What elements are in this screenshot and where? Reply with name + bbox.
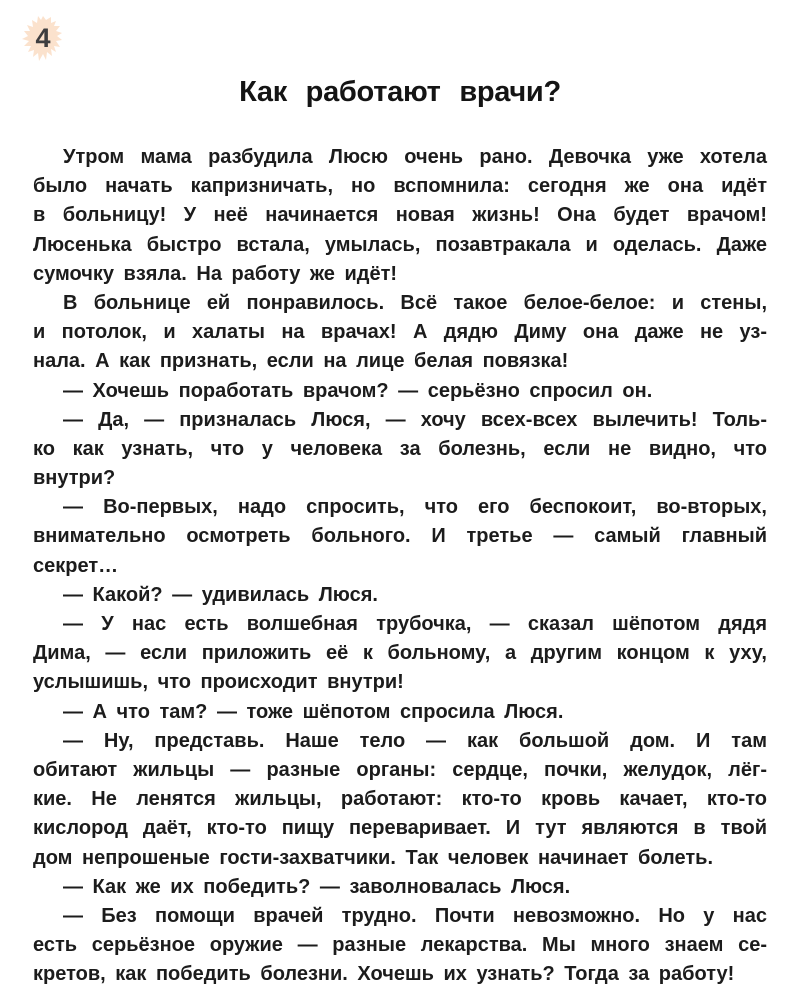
- story-line: сумочку взяла. На работу же идёт!: [33, 262, 398, 285]
- story-paragraph: [33, 698, 767, 727]
- story-line: — Да, — призналась Люся, — хочу всех-всех вылечить! Толь-: [63, 408, 767, 431]
- story-line: Дима, — если приложить её к больному, а другим концом к уху,: [33, 642, 767, 665]
- page-number: 4: [35, 22, 51, 53]
- story-line: — Хочешь поработать врачом? — серьёзно спросил он.: [63, 379, 653, 402]
- story-paragraph: [33, 873, 767, 902]
- story-line: В больнице ей понравилось. Всё такое белое-белое: и стены,: [63, 291, 767, 314]
- story-line: кислород даёт, кто-то пищу переваривает. И тут являются в твой: [33, 817, 767, 840]
- story-line: услышишь, что происходит внутри!: [33, 671, 404, 694]
- story-line: — Какой? — удивилась Люся.: [63, 583, 378, 606]
- story-line: было начать капризничать, но вспомнила: сегодня же она идёт: [33, 175, 767, 198]
- story-paragraph: [33, 143, 767, 289]
- story-paragraph: [33, 902, 767, 990]
- story-line: — Без помощи врачей трудно. Почти невозможно. Но у нас: [63, 904, 767, 927]
- page-title: Как работают врачи?: [239, 76, 561, 108]
- story-paragraph: [33, 289, 767, 377]
- story-line: есть серьёзное оружие — разные лекарства. Мы много знаем се-: [33, 934, 767, 957]
- story-paragraph: [33, 610, 767, 698]
- story-line: в больницу! У неё начинается новая жизнь! Она будет врачом!: [33, 204, 767, 227]
- story-paragraph: [33, 581, 767, 610]
- story-line: — Ну, представь. Наше тело — как большой дом. И там: [63, 729, 767, 752]
- story-paragraph: [33, 377, 767, 406]
- story-line: — У нас есть волшебная трубочка, — сказал шёпотом дядя: [63, 613, 767, 635]
- story-paragraph: [33, 727, 767, 873]
- story-line: — Как же их победить? — заволновалась Люся.: [63, 875, 571, 898]
- story-line: обитают жильцы — разные органы: сердце, почки, желудок, лёг-: [33, 758, 767, 781]
- story-line: внутри?: [33, 467, 116, 490]
- story-line: нала. А как признать, если на лице белая повязка!: [33, 350, 569, 373]
- story-line: Утром мама разбудила Люсю очень рано. Девочка уже хотела: [63, 146, 767, 168]
- story-line: — Во-первых, надо спросить, что его беспокоит, во-вторых,: [63, 496, 767, 519]
- story-line: — А что там? — тоже шёпотом спросила Люся.: [63, 700, 564, 723]
- story-paragraph: [33, 493, 767, 581]
- story-line: внимательно осмотреть больного. И третье — самый главный: [33, 525, 767, 548]
- story-line: ко как узнать, что у человека за болезнь, если не видно, что: [33, 437, 767, 460]
- story-line: дом непрошеные гости-захватчики. Так человек начинает болеть.: [33, 846, 714, 869]
- story-body: [33, 143, 767, 989]
- story-line: и потолок, и халаты на врачах! А дядю Диму она даже не уз-: [33, 321, 767, 344]
- story-line: секрет…: [33, 554, 119, 577]
- story-paragraph: [33, 406, 767, 494]
- story-line: Люсенька быстро встала, умылась, позавтракала и оделась. Даже: [33, 233, 767, 256]
- page-number-badge: [10, 6, 76, 72]
- story-line: кретов, как победить болезни. Хочешь их узнать? Тогда за работу!: [33, 963, 735, 986]
- story-line: кие. Не ленятся жильцы, работают: кто-то кровь качает, кто-то: [33, 788, 767, 811]
